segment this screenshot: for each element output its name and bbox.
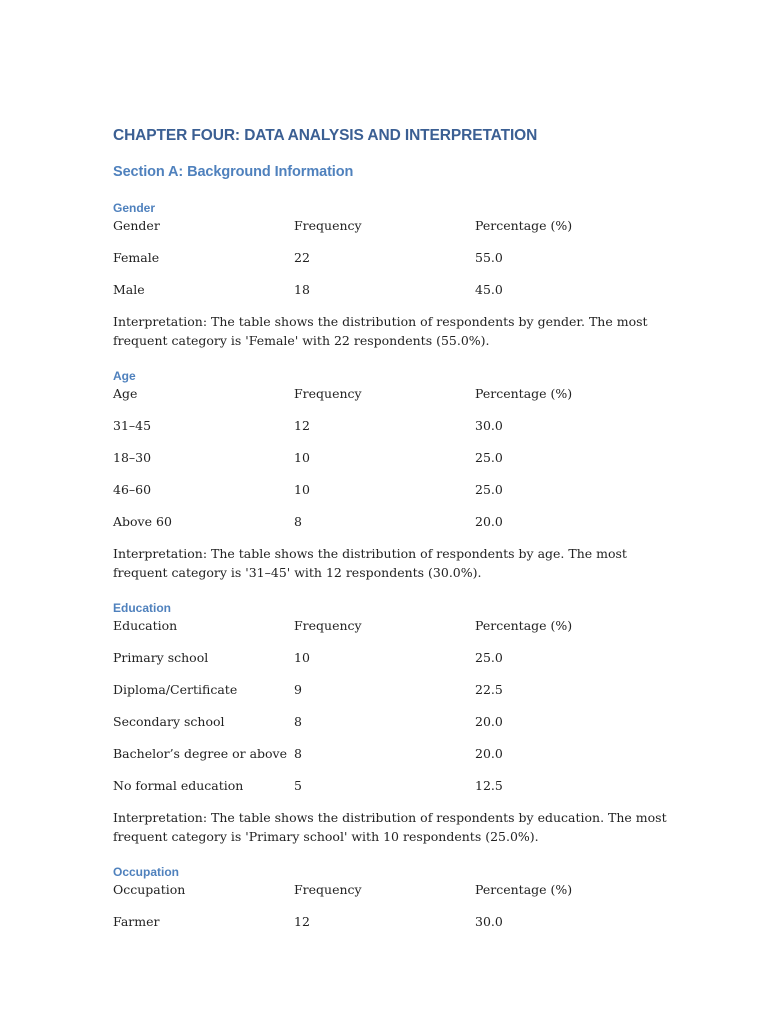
- table-row: [113, 712, 673, 744]
- table-cell: 20.0: [475, 714, 503, 729]
- table-cell: Secondary school: [113, 714, 225, 729]
- table-block-gender: [113, 200, 673, 350]
- section-title: Section A: Background Information: [113, 164, 354, 180]
- table-cell: 22: [294, 250, 310, 265]
- table-cell: 10: [294, 482, 310, 497]
- table-cell: 25.0: [475, 650, 503, 665]
- table-header-cell: Percentage (%): [475, 882, 573, 897]
- table-header-cell: Occupation: [113, 882, 186, 897]
- table-cell: 20.0: [475, 514, 503, 529]
- table-header-row: [113, 616, 673, 648]
- table-cell: Above 60: [113, 514, 172, 529]
- table-row: [113, 744, 673, 776]
- table-row: [113, 776, 673, 808]
- table-cell: 12.5: [475, 778, 503, 793]
- table-header-cell: Frequency: [294, 618, 362, 633]
- table-heading: Education: [113, 601, 172, 615]
- table-header-cell: Percentage (%): [475, 618, 573, 633]
- table-block-age: [113, 368, 673, 582]
- table-cell: Farmer: [113, 914, 160, 929]
- table-cell: 12: [294, 418, 310, 433]
- table-row: [113, 912, 673, 944]
- table-cell: 8: [294, 714, 302, 729]
- table-cell: 8: [294, 514, 302, 529]
- table-row: [113, 648, 673, 680]
- table-cell: Male: [113, 282, 145, 297]
- table-header-row: [113, 384, 673, 416]
- table-cell: 45.0: [475, 282, 503, 297]
- table-cell: 25.0: [475, 450, 503, 465]
- table-block-education: [113, 600, 673, 846]
- table-header-row: [113, 880, 673, 912]
- table-cell: Diploma/Certificate: [113, 682, 238, 697]
- table-cell: 18–30: [113, 450, 152, 465]
- table-cell: 46–60: [113, 482, 152, 497]
- table-row: [113, 416, 673, 448]
- table-cell: Primary school: [113, 650, 209, 665]
- table-row: [113, 448, 673, 480]
- interpretation-text: Interpretation: The table shows the distribution of respondents by age. The most frequent category is '31–45' with 12 respondents (30.0%).: [113, 546, 627, 580]
- table-row: [113, 480, 673, 512]
- tables-container: [113, 200, 673, 944]
- table-row: [113, 680, 673, 712]
- table-header-cell: Education: [113, 618, 178, 633]
- table-header-cell: Frequency: [294, 882, 362, 897]
- table-cell: 8: [294, 746, 302, 761]
- table-cell: 30.0: [475, 914, 503, 929]
- table-cell: 30.0: [475, 418, 503, 433]
- table-header-cell: Percentage (%): [475, 218, 573, 233]
- interpretation-text: Interpretation: The table shows the distribution of respondents by education. The most frequent category is 'Primary school' with 10 respondents (25.0%).: [113, 810, 667, 844]
- table-cell: 20.0: [475, 746, 503, 761]
- table-cell: 12: [294, 914, 310, 929]
- table-cell: 18: [294, 282, 310, 297]
- table-header-cell: Percentage (%): [475, 386, 573, 401]
- table-header-cell: Frequency: [294, 218, 362, 233]
- table-heading: Gender: [113, 201, 156, 215]
- table-cell: 10: [294, 450, 310, 465]
- table-header-cell: Frequency: [294, 386, 362, 401]
- table-cell: 22.5: [475, 682, 503, 697]
- table-block-occupation: [113, 864, 673, 944]
- table-cell: Bachelor’s degree or above: [113, 746, 288, 761]
- table-heading: Age: [113, 369, 136, 383]
- table-row: [113, 512, 673, 544]
- table-header-row: [113, 216, 673, 248]
- table-cell: No formal education: [113, 778, 244, 793]
- table-cell: 9: [294, 682, 302, 697]
- table-cell: 10: [294, 650, 310, 665]
- table-row: [113, 248, 673, 280]
- table-header-cell: Age: [113, 386, 138, 401]
- table-cell: Female: [113, 250, 160, 265]
- table-cell: 55.0: [475, 250, 503, 265]
- table-header-cell: Gender: [113, 218, 160, 233]
- document-page: [113, 126, 673, 944]
- table-row: [113, 280, 673, 312]
- chapter-title: CHAPTER FOUR: DATA ANALYSIS AND INTERPRETATION: [113, 127, 538, 144]
- interpretation-text: Interpretation: The table shows the distribution of respondents by gender. The most frequent category is 'Female' with 22 respondents (55.0%).: [113, 314, 648, 348]
- table-cell: 5: [294, 778, 302, 793]
- table-cell: 31–45: [113, 418, 152, 433]
- table-cell: 25.0: [475, 482, 503, 497]
- table-heading: Occupation: [113, 865, 180, 879]
